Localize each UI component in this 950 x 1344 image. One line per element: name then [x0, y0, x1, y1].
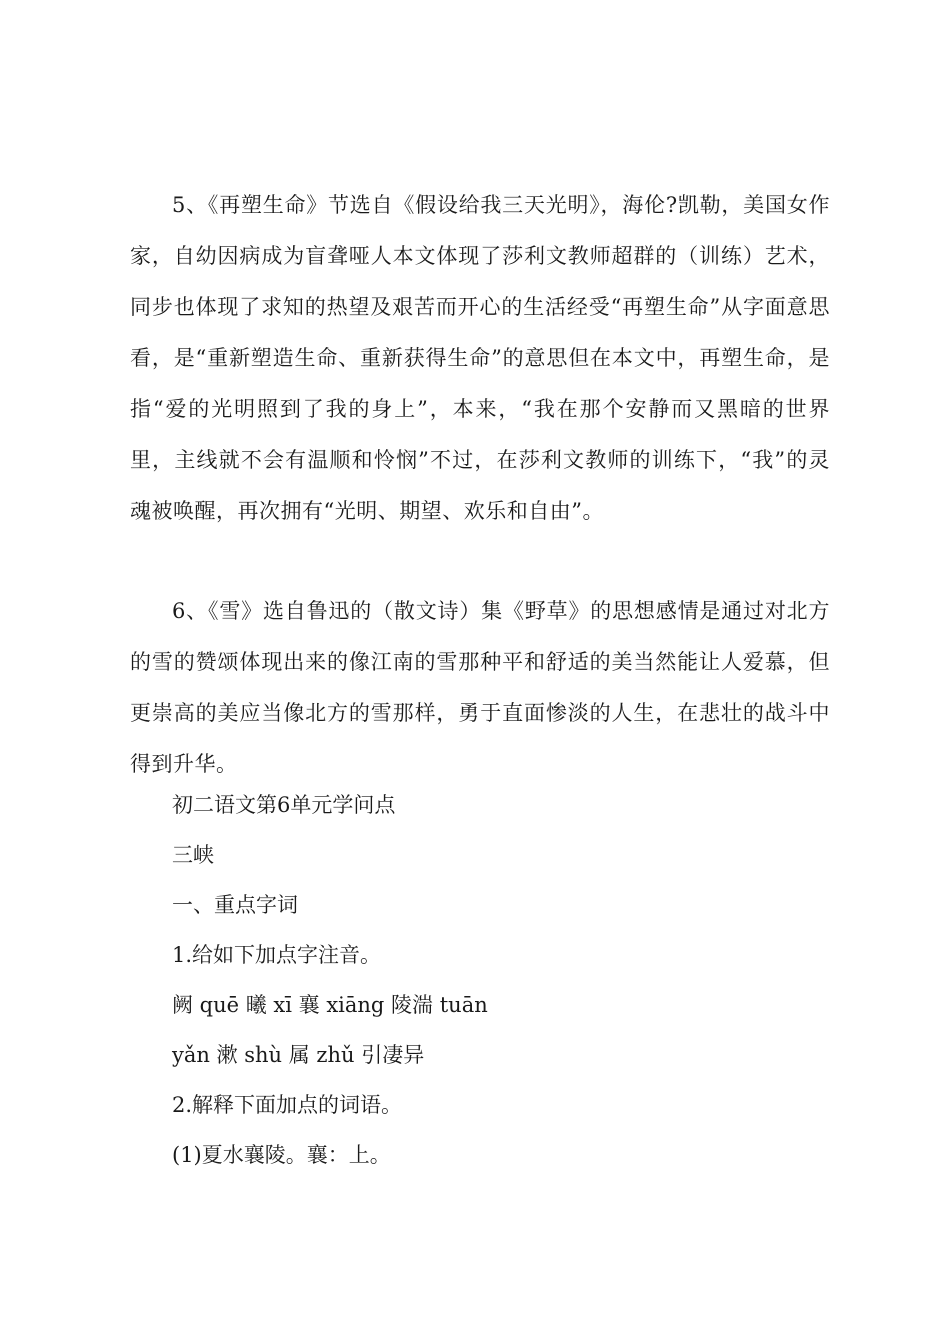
- paragraph-xue: 6、《雪》选自鲁迅的（散文诗）集《野草》的思想感情是通过对北方的雪的赞颂体现出来的像江南的雪那种平和舒适的美当然能让人爱慕，但更崇高的美应当像北方的雪那样，勇于直面惨淡的人生，在悲壮的战斗中得到升华。: [130, 599, 830, 776]
- unit-heading: 初二语文第6单元学问点: [172, 793, 396, 817]
- pinyin-line-2: yǎn 漱 shù 属 zhǔ 引凄异: [172, 1043, 425, 1067]
- pinyin-line-1: 阙 quē 曦 xī 襄 xiāng 陵湍 tuān: [172, 993, 488, 1017]
- answer-1: (1)夏水襄陵。襄：上。: [172, 1143, 391, 1167]
- question-1: 1.给如下加点字注音。: [172, 943, 382, 967]
- section-heading: 一、重点字词: [172, 893, 298, 917]
- paragraph-zaisu-shengming: 5、《再塑生命》节选自《假设给我三天光明》，海伦?凯勒，美国女作家，自幼因病成为盲聋哑人本文体现了莎利文教师超群的（训练）艺术，同步也体现了求知的热望及艰苦而开心的生活经受“再塑生命”从字面意思看，是“重新塑造生命、重新获得生命”的意思但在本文中，再塑生命，是指“爱的光明照到了我的身上”，本来，“我在那个安静而又黑暗的世界里，主线就不会有温顺和怜悯”不过，在莎利文教师的训练下，“我”的灵魂被唤醒，再次拥有“光明、期望、欢乐和自由”。: [130, 193, 830, 523]
- lesson-title: 三峡: [172, 843, 214, 867]
- question-2: 2.解释下面加点的词语。: [172, 1093, 403, 1117]
